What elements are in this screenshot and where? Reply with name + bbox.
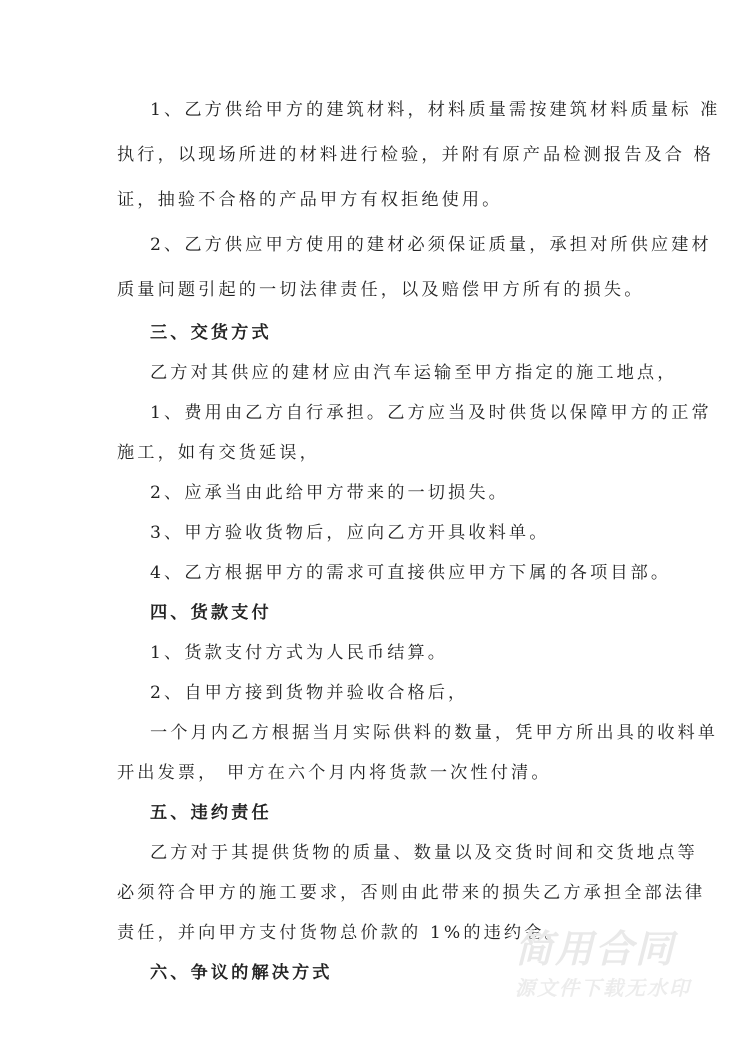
paragraph-line: 开出发票， 甲方在六个月内将货款一次性付清。 — [117, 763, 552, 783]
paragraph-line: 3、甲方验收货物后，应向乙方开具收料单。 — [150, 523, 550, 543]
paragraph-line: 乙方对其供应的建材应由汽车运输至甲方指定的施工地点， — [150, 363, 678, 383]
section-heading: 四、货款支付 — [150, 603, 272, 623]
watermark-title: 简用合同 — [515, 927, 676, 971]
paragraph-line: 一个月内乙方根据当月实际供料的数量，凭甲方所出具的收料单 — [150, 723, 719, 743]
paragraph-line: 施工，如有交货延误， — [117, 443, 320, 463]
paragraph-line: 执行，以现场所进的材料进行检验，并附有原产品检测报告及合 格 — [117, 145, 714, 165]
watermark-subtitle: 源文件下载无水印 — [515, 976, 691, 1000]
paragraph-line: 2、自甲方接到货物并验收合格后， — [150, 683, 469, 703]
section-heading: 五、违约责任 — [150, 803, 272, 823]
paragraph-line: 2、应承当由此给甲方带来的一切损失。 — [150, 483, 509, 503]
paragraph-line: 质量问题引起的一切法律责任，以及赔偿甲方所有的损失。 — [117, 280, 645, 300]
paragraph-line: 4、乙方根据甲方的需求可直接供应甲方下属的各项目部。 — [150, 563, 672, 583]
paragraph-line: 必须符合甲方的施工要求，否则由此带来的损失乙方承担全部法律 — [117, 883, 706, 903]
paragraph-line: 2、乙方供应甲方使用的建材必须保证质量，承担对所供应建材 — [150, 235, 712, 255]
paragraph-line: 乙方对于其提供货物的质量、数量以及交货时间和交货地点等 — [150, 843, 698, 863]
paragraph-line: 1、乙方供给甲方的建筑材料，材料质量需按建筑材料质量标 准 — [150, 100, 721, 120]
paragraph-line: 1、货款支付方式为人民币结算。 — [150, 643, 449, 663]
paragraph-line: 责任，并向甲方支付货物总价款的 1%的违约金。 — [117, 923, 565, 943]
paragraph-line: 证，抽验不合格的产品甲方有权拒绝使用。 — [117, 190, 503, 210]
section-heading: 六、争议的解决方式 — [150, 963, 333, 983]
paragraph-line: 1、费用由乙方自行承担。乙方应当及时供货以保障甲方的正常 — [150, 403, 712, 423]
section-heading: 三、交货方式 — [150, 323, 272, 343]
